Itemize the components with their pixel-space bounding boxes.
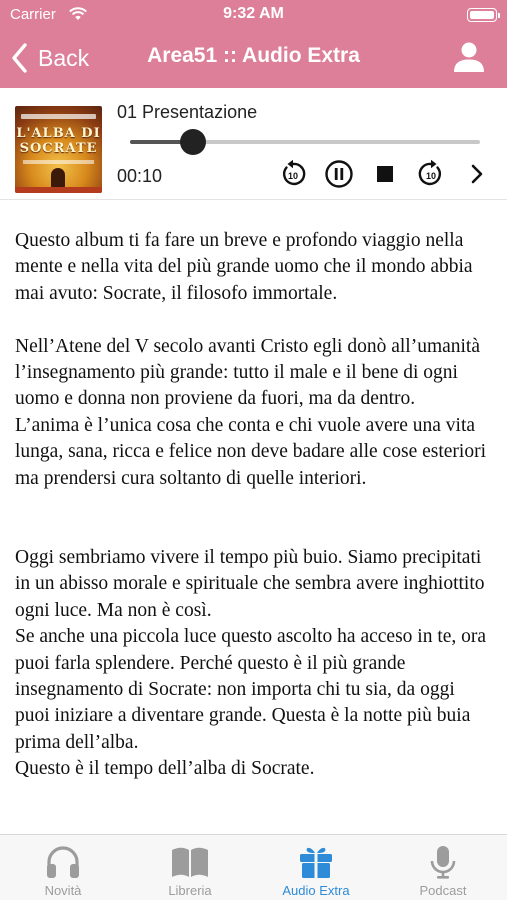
forward-10-button[interactable] [414, 157, 448, 191]
tab-audio-extra[interactable] [253, 841, 379, 899]
rewind-seconds-label: 10 [287, 171, 299, 181]
back-label: Back [38, 44, 90, 71]
back-button[interactable] [8, 40, 89, 76]
page-title: Area51 :: Audio Extra [147, 44, 360, 67]
forward-seconds-label: 10 [425, 171, 437, 181]
book-icon [170, 845, 210, 879]
navigation-bar [0, 30, 507, 88]
album-cover [15, 106, 102, 193]
status-bar [0, 0, 507, 30]
tab-podcast[interactable] [380, 841, 506, 899]
pause-icon [323, 158, 355, 190]
gift-icon [298, 845, 334, 879]
chevron-right-icon [461, 158, 493, 190]
track-title: 01 Presentazione [117, 102, 258, 122]
cover-title-line1: L'ALBA DI [16, 126, 101, 141]
status-time: 9:32 AM [223, 5, 284, 22]
description-text: Questo album ti fa fare un breve e profondo viaggio nella mente e nella vita del più grande uomo che il mondo abbia mai avuto: Socrate, il filosofo immortale. Nell’Atene del V secolo avanti Cristo egli donò all’umanità l’insegnamento più grande: tutto il male e il bene di ogni uomo e donna non proviene da fuori, ma da dentro. L’anima è l’unica cosa che conta e chi vuole avere una vita lunga, sana, ricca e felice non deve badare alle cose esteriori ma prendersi cura soltanto di quelle interiori. Oggi sembriamo vivere il tempo più buio. Siamo precipitati in un abisso morale e spirituale che sembra avere inghiottito ogni luce. Ma non è così. Se anche una piccola luce questo ascolto ha acceso in te, ora puoi farla splendere. Perché questo è il più grande insegnamento di Socrate: non importa chi tu sia, da oggi puoi iniziare a diventare grande. Questa è la notte più buia prima dell’alba. Questo è il tempo dell’alba di Socrate. [15, 230, 487, 780]
stop-icon [369, 158, 401, 190]
pause-button[interactable] [322, 157, 356, 191]
progress-knob[interactable] [180, 129, 206, 155]
carrier-label: Carrier [10, 6, 56, 23]
tab-label: Novità [44, 883, 82, 898]
tab-libreria[interactable] [127, 841, 253, 899]
chevron-left-icon [8, 42, 32, 74]
stop-button[interactable] [368, 157, 402, 191]
rewind-10-button[interactable] [276, 157, 310, 191]
next-track-button[interactable] [460, 157, 494, 191]
headphones-icon [44, 845, 82, 879]
microphone-icon [428, 845, 458, 879]
user-icon [451, 40, 487, 76]
user-profile-button[interactable] [451, 40, 487, 76]
tab-label: Podcast [419, 883, 467, 898]
app-header [0, 0, 507, 88]
tab-bar [0, 834, 507, 900]
cover-title-line2: SOCRATE [19, 141, 98, 156]
battery-icon [467, 8, 497, 22]
progress-slider[interactable] [130, 140, 480, 144]
tab-label: Libreria [168, 883, 212, 898]
forward-10-icon [415, 158, 447, 190]
tab-label: Audio Extra [282, 883, 350, 898]
rewind-10-icon [277, 158, 309, 190]
tab-novita[interactable] [0, 841, 126, 899]
audio-player [0, 88, 507, 200]
elapsed-time: 00:10 [117, 166, 163, 186]
